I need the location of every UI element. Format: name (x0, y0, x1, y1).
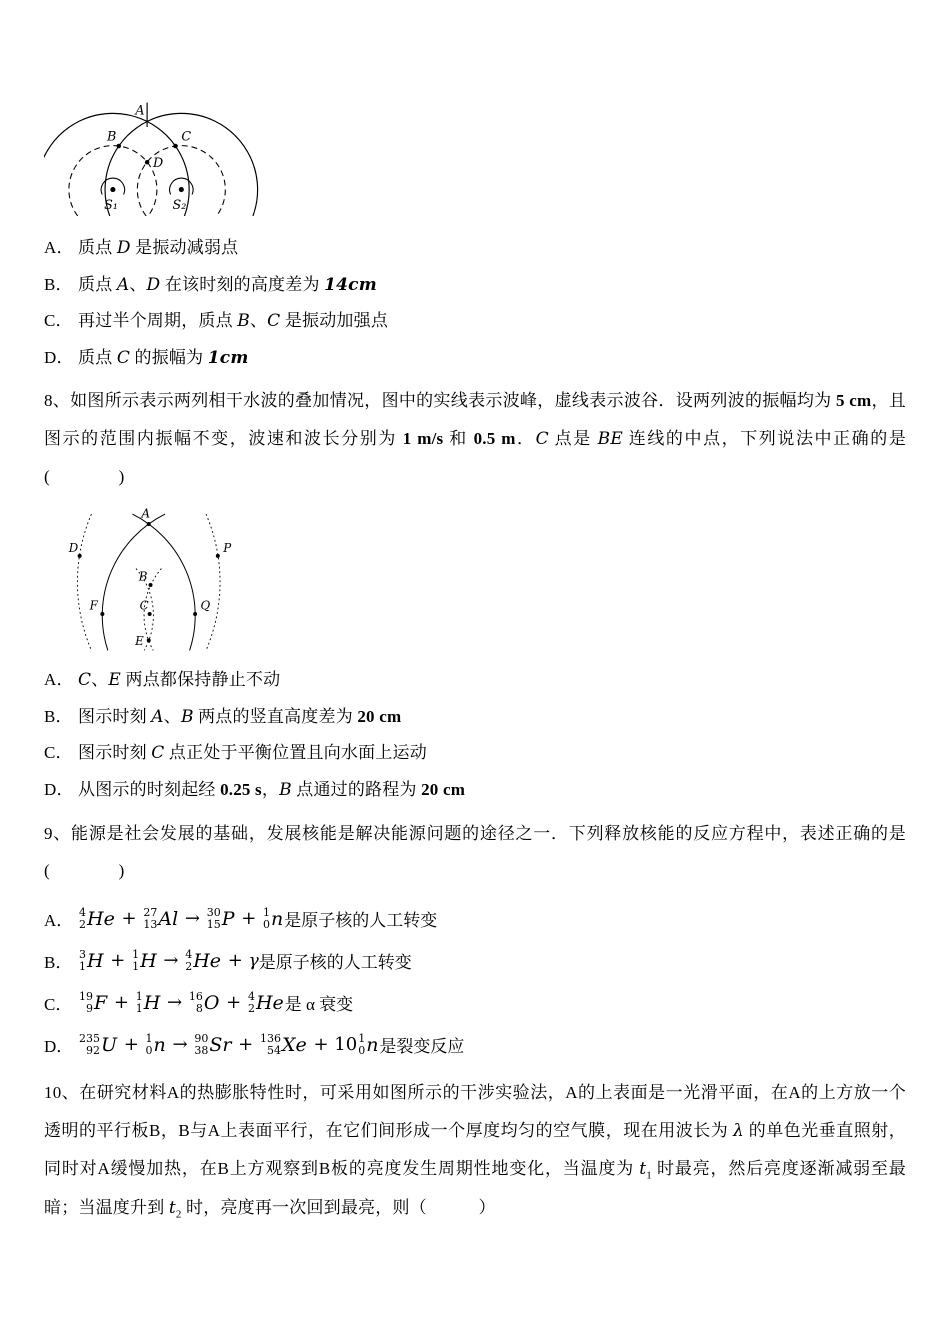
option-label: A． (44, 911, 74, 931)
option-label: A． (44, 238, 74, 257)
nuclear-equation: 3 1 H + 1 1 H → 4 2 He + γ 是原子核的人工转变 (79, 948, 412, 973)
label-P: P (223, 541, 232, 556)
interference-figure-q7 (44, 84, 260, 216)
question-8-options (44, 662, 906, 808)
label-S1: S₁ (104, 197, 118, 213)
label-D: D (152, 155, 164, 171)
option-text: 从图示的时刻起经 0.25 s，B 点通过的路程为 20 cm (78, 780, 466, 800)
crest-arc-left (102, 514, 165, 650)
option-label: B． (44, 706, 73, 726)
option-text: 再过半个周期，质点 B、C 是振动加强点 (78, 311, 389, 332)
option-row (44, 303, 906, 340)
question-8-stem: 8、如图所示表示两列相干水波的叠加情况，图中的实线表示波峰，虚线表示波谷．设两列波的振幅均为 5 cm，且图示的范围内振幅不变，波速和波长分别为 1 m/s 和 0.5 m．C 点是 BE 连线的中点，下列说法中正确的是( ) (44, 391, 907, 486)
question-10-stem: 10、在研究材料A的热膨胀特性时，可采用如图所示的干涉实验法，A的上表面是一光滑平面，在A的上方放一个透明的平行板B，B与A上表面平行，在它们间形成一个厚度均匀的空气膜，现在用波长为 λ 的单色光垂直照射，同时对A缓慢加热，在B上方观察到B板的亮度发生周期性地变化，当温度为 $t_1$ 时最亮，然后亮度逐渐减弱至最暗；当温度升到 $t_2$ 时，亮度再一次回到最亮，则（ ） (44, 1083, 907, 1220)
option-row (44, 735, 906, 772)
question-7-options (44, 230, 906, 376)
option-label: D． (44, 780, 74, 799)
label-D: D (68, 541, 79, 556)
question-9-stem: 9、能源是社会发展的基础，发展核能是解决能源问题的途径之一．下列释放核能的反应方程中，表述正确的是( ) (44, 823, 906, 880)
point-dots (110, 144, 184, 192)
nuclear-equation: 4 2 He + 27 13 Al → 30 15 P + 1 0 n 是原子核的人工转变 (79, 906, 438, 931)
nuclear-equation: 235 92 U + 1 0 n → 90 38 Sr + 136 54 Xe + 10 1 0 n 是裂变反应 (79, 1032, 465, 1057)
option-label: C． (44, 995, 73, 1015)
label-C: C (139, 598, 149, 613)
label-A: A (141, 507, 150, 522)
option-row (44, 662, 906, 699)
option-row (44, 772, 906, 809)
option-row (44, 267, 906, 304)
option-text: C、E 两点都保持静止不动 (78, 670, 281, 691)
option-text: 图示时刻 C 点正处于平衡位置且向水面上运动 (78, 743, 427, 764)
label-E: E (135, 634, 144, 649)
trough-arc-outer-left (77, 514, 91, 650)
question-9-options (44, 906, 906, 1057)
option-row (44, 990, 906, 1015)
label-Q: Q (200, 598, 211, 613)
label-B: B (107, 128, 117, 144)
point-dots (78, 522, 220, 642)
option-row (44, 906, 906, 931)
option-text: 质点 A、D 在该时刻的高度差为 14cm (78, 274, 377, 295)
trough-arc-outer-right (206, 514, 220, 650)
option-row (44, 699, 906, 736)
option-row (44, 1032, 906, 1057)
option-label: D． (44, 1037, 74, 1057)
option-label: C． (44, 311, 73, 331)
option-row (44, 340, 906, 377)
label-F: F (89, 598, 98, 613)
label-A: A (135, 102, 145, 118)
nuclear-equation: 19 9 F + 1 1 H → 16 8 O + 4 2 He 是 α 衰变 (79, 990, 354, 1015)
option-text: 图示时刻 A、B 两点的竖直高度差为 20 cm (78, 706, 402, 727)
option-label: C． (44, 743, 73, 763)
option-text: 质点 D 是振动减弱点 (78, 238, 239, 258)
option-text: 质点 C 的振幅为 1cm (78, 347, 249, 368)
label-S2: S₂ (172, 197, 187, 213)
option-row (44, 230, 906, 267)
interference-figure-q8 (56, 503, 256, 656)
label-C: C (181, 128, 192, 144)
option-label: B． (44, 274, 73, 294)
option-label: A． (44, 670, 74, 690)
option-label: B． (44, 953, 73, 973)
option-label: D． (44, 347, 74, 367)
option-row (44, 948, 906, 973)
label-B: B (138, 569, 148, 584)
